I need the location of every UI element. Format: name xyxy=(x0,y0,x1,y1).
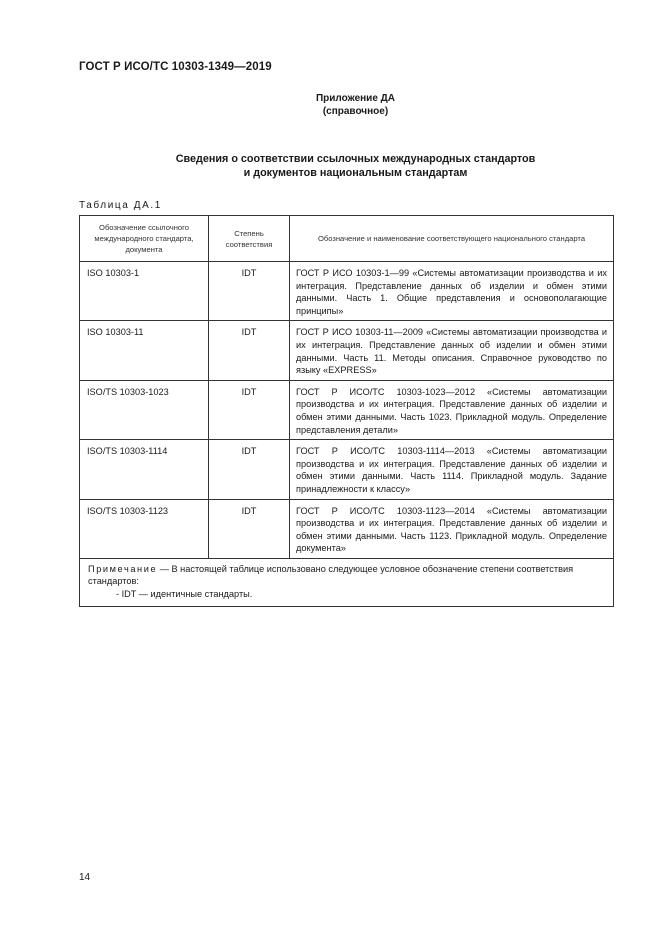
cell-national-standard: ГОСТ Р ИСО 10303-1—99 «Системы автоматизации производства и их интеграция. Представление данных об изделии и обмен этими данными. Часть 1. Общие представления и основополагающие принципы» xyxy=(290,262,614,321)
cell-degree: IDT xyxy=(209,380,290,439)
page-number: 14 xyxy=(79,872,91,883)
table-caption: Таблица ДА.1 xyxy=(79,200,162,211)
section-title-line-2: и документов национальным стандартам xyxy=(243,167,468,179)
table-header-row xyxy=(80,216,614,262)
appendix-subtitle: (справочное) xyxy=(322,106,389,117)
cell-reference-code: ISO/TS 10303-1023 xyxy=(80,380,209,439)
appendix-heading xyxy=(0,92,661,118)
document-code-header: ГОСТ Р ИСО/ТС 10303-1349—2019 xyxy=(79,61,272,73)
table-note xyxy=(80,558,614,606)
table-row xyxy=(80,380,614,439)
table-row xyxy=(80,440,614,499)
cell-national-standard: ГОСТ Р ИСО/ТС 10303-1023—2012 «Системы автоматизации производства и их интеграция. Представление данных об изделии и обмен этими данными. Часть 1023. Прикладной модуль. Определение представления детали» xyxy=(290,380,614,439)
table-row xyxy=(80,262,614,321)
cell-reference-code: ISO/TS 10303-1123 xyxy=(80,499,209,558)
header-reference-standard: Обозначение ссылочного международного стандарта, документа xyxy=(80,216,209,262)
note-item: - IDT — идентичные стандарты. xyxy=(116,589,253,600)
cell-degree: IDT xyxy=(209,321,290,380)
cell-reference-code: ISO 10303-1 xyxy=(80,262,209,321)
table-row xyxy=(80,321,614,380)
cell-degree: IDT xyxy=(209,262,290,321)
table-note-row xyxy=(80,558,614,606)
appendix-title: Приложение ДА xyxy=(315,93,396,104)
note-text: — В настоящей таблице использовано следующее условное обозначение степени соответствия стандартов: xyxy=(88,563,574,587)
cell-degree: IDT xyxy=(209,499,290,558)
note-label: Примечание xyxy=(88,563,158,574)
section-title-line-1: Сведения о соответствии ссылочных международных стандартов xyxy=(175,153,536,165)
cell-degree: IDT xyxy=(209,440,290,499)
header-national-standard: Обозначение и наименование соответствующего национального стандарта xyxy=(290,216,614,262)
cell-national-standard: ГОСТ Р ИСО/ТС 10303-1114—2013 «Системы автоматизации производства и их интеграция. Представление данных об изделии и обмен этими данными. Часть 1114. Прикладной модуль. Задание принадлежности к классу» xyxy=(290,440,614,499)
table-row xyxy=(80,499,614,558)
cell-reference-code: ISO/TS 10303-1114 xyxy=(80,440,209,499)
header-degree: Степень соответствия xyxy=(209,216,290,262)
cell-national-standard: ГОСТ Р ИСО 10303-11—2009 «Системы автоматизации производства и их интеграция. Представление данных об изделии и обмен этими данными. Часть 11. Методы описания. Справочное руководство по языку «EXPRESS» xyxy=(290,321,614,380)
section-title xyxy=(0,152,661,180)
note-text-block xyxy=(88,563,605,588)
cell-national-standard: ГОСТ Р ИСО/ТС 10303-1123—2014 «Системы автоматизации производства и их интеграция. Представление данных об изделии и обмен этими данными. Часть 1123. Прикладной модуль. Определение документа» xyxy=(290,499,614,558)
correspondence-table xyxy=(79,215,614,607)
cell-reference-code: ISO 10303-11 xyxy=(80,321,209,380)
